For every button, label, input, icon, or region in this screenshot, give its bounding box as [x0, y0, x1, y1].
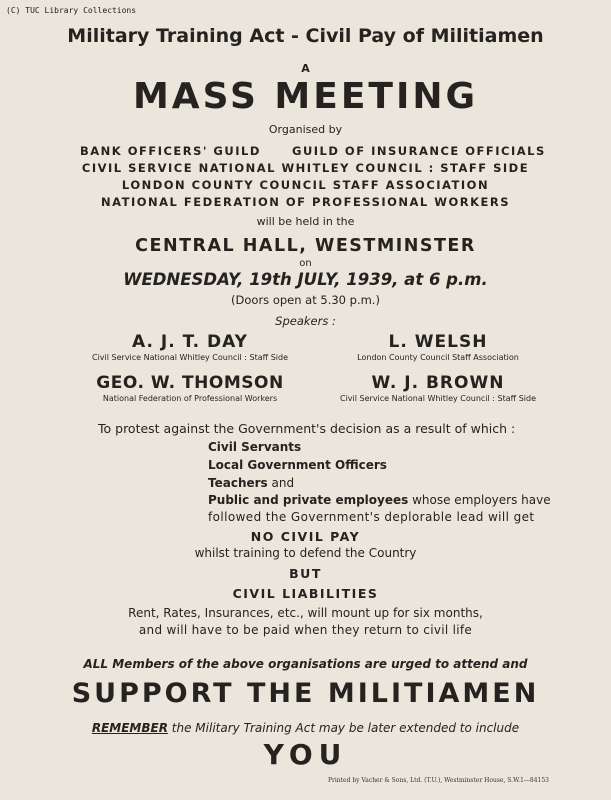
speaker-org: London County Council Staff Association — [357, 353, 519, 362]
doors-open: (Doors open at 5.30 p.m.) — [231, 293, 380, 307]
remember-rest: the Military Training Act may be later extended to include — [167, 721, 520, 735]
speaker-name: L. WELSH — [388, 332, 488, 352]
rent-line-1: Rent, Rates, Insurances, etc., will mount up for six months, — [128, 606, 483, 620]
article-a: A — [301, 62, 310, 75]
org-nfpw: NATIONAL FEDERATION OF PROFESSIONAL WORKERS — [101, 195, 510, 209]
civil-liabilities: CIVIL LIABILITIES — [232, 586, 379, 601]
venue: CENTRAL HALL, WESTMINSTER — [135, 236, 476, 256]
speaker-name: GEO. W. THOMSON — [96, 373, 284, 393]
org-civil-service: CIVIL SERVICE NATIONAL WHITLEY COUNCIL : STAFF SIDE — [81, 161, 530, 175]
rent-line-2: and will have to be paid when they return to civil life — [138, 623, 473, 637]
whose-employers: whose employers have — [408, 493, 551, 507]
org-insurance: GUILD OF INSURANCE OFFICIALS — [292, 144, 546, 158]
speaker-name: A. J. T. DAY — [132, 332, 248, 352]
remember-line — [0, 721, 611, 735]
org-bank-officers: BANK OFFICERS' GUILD — [80, 144, 261, 158]
watermark: (C) TUC Library Collections — [6, 6, 137, 15]
group-public-private: Public and private employees — [208, 493, 409, 507]
speaker-org: National Federation of Professional Workers — [102, 394, 278, 403]
on-label: on — [299, 258, 312, 269]
no-civil-pay: NO CIVIL PAY — [250, 529, 361, 544]
teachers-and: and — [267, 476, 295, 490]
speakers-label: Speakers : — [275, 314, 336, 328]
followed-lead: followed the Government's deplorable lead will get — [208, 510, 535, 524]
poster-title: MASS MEETING — [132, 76, 479, 117]
group-teachers: Teachers — [208, 476, 268, 490]
speaker-org: Civil Service National Whitley Council : Staff Side — [340, 394, 536, 403]
organised-by: Organised by — [268, 123, 343, 136]
support-militiamen: SUPPORT THE MILITIAMEN — [71, 678, 540, 709]
whilst-training: whilst training to defend the Country — [194, 546, 417, 560]
org-lcc: LONDON COUNTY COUNCIL STAFF ASSOCIATION — [121, 178, 490, 192]
group-public-private-line — [208, 493, 551, 507]
will-be-held: will be held in the — [256, 215, 355, 228]
remember-word: REMEMBER — [91, 721, 168, 735]
group-civil-servants: Civil Servants — [208, 440, 302, 454]
but-word: BUT — [289, 566, 322, 581]
group-teachers-line — [208, 476, 294, 490]
speaker-name: W. J. BROWN — [371, 373, 505, 393]
speaker-org: Civil Service National Whitley Council : Staff Side — [92, 353, 288, 362]
protest-line: To protest against the Government's decision as a result of which : — [98, 421, 516, 436]
you-word: YOU — [263, 738, 348, 771]
poster-header: Military Training Act - Civil Pay of Militiamen — [67, 25, 544, 47]
printer-credit: Printed by Vacher & Sons, Ltd. (T.U.), Westminster House, S.W.1—84153 — [327, 777, 549, 784]
meeting-date: WEDNESDAY, 19th JULY, 1939, at 6 p.m. — [123, 270, 488, 289]
all-members: ALL Members of the above organisations are urged to attend and — [83, 657, 528, 671]
group-local-gov: Local Government Officers — [208, 458, 387, 472]
